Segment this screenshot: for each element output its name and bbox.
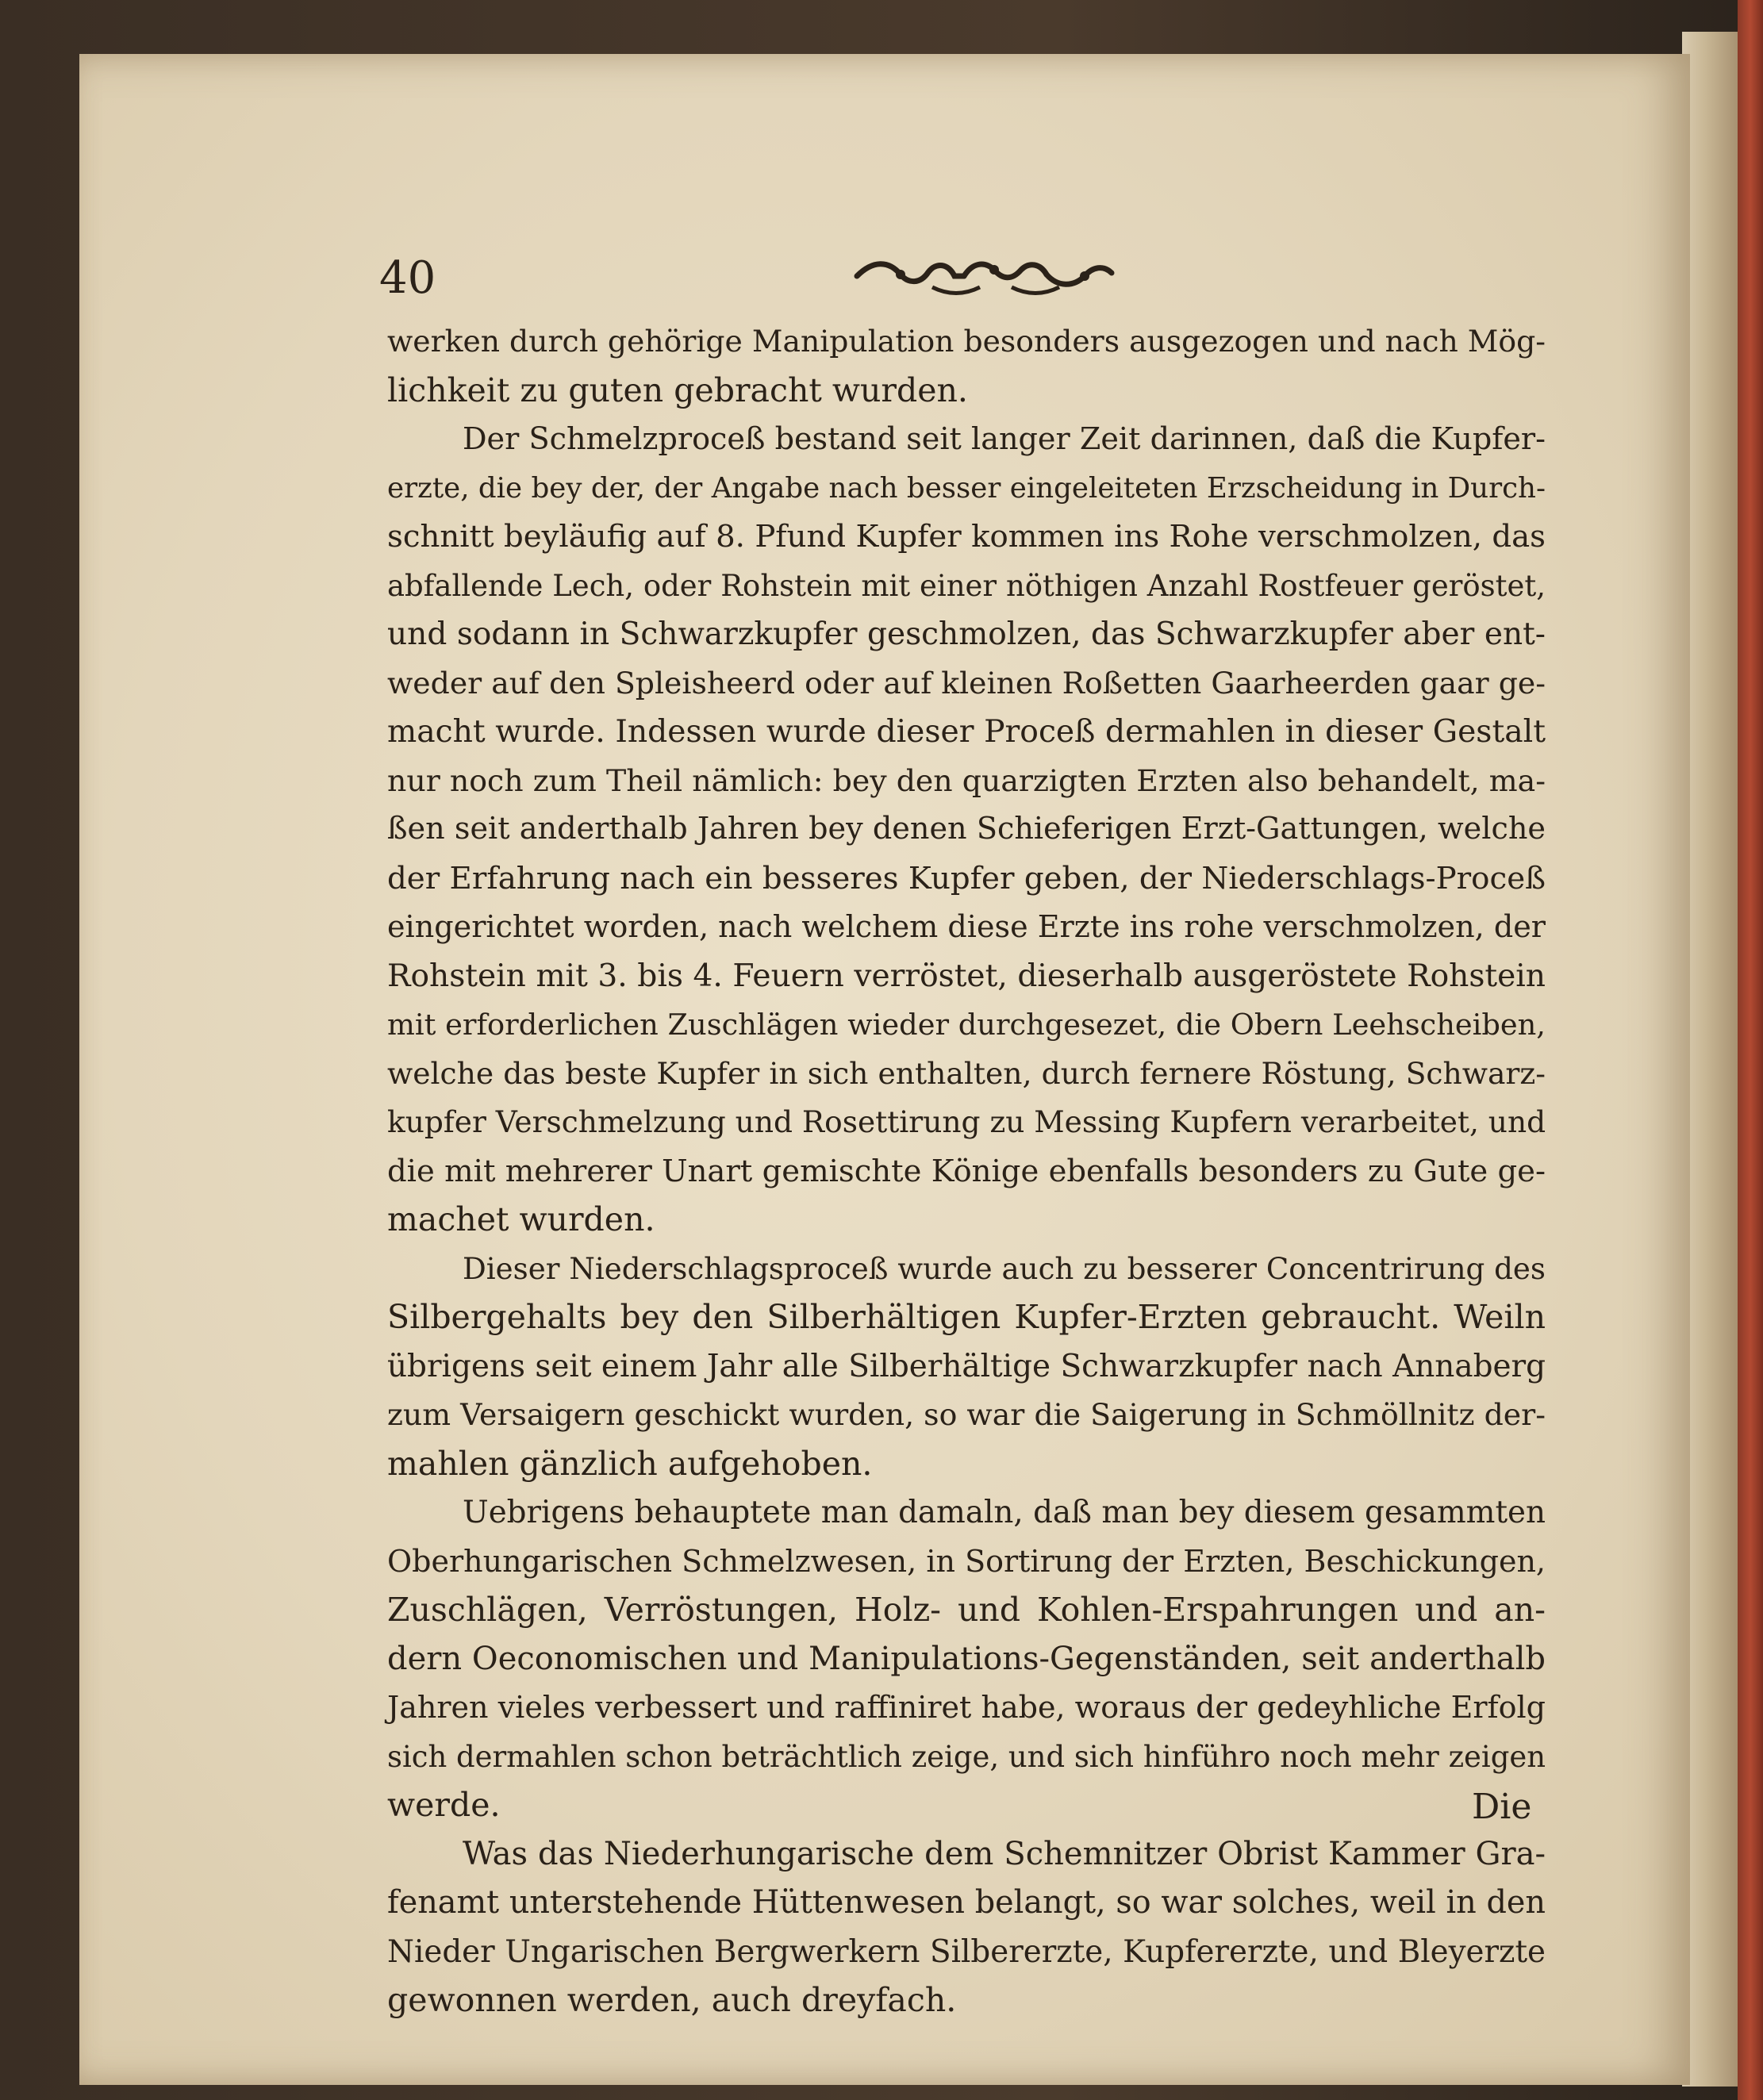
adjacent-page-edge	[1682, 32, 1738, 2087]
binding-strip	[1738, 0, 1763, 2100]
catchword: Die	[1472, 1787, 1532, 1827]
text-line: mit erforderlichen Zuschlägen wieder durchgesezet, die Obern Leehscheiben,	[387, 1008, 1546, 1042]
text-line: Zuschlägen, Verröstungen, Holz- und Kohlen-Erspahrungen und an-	[387, 1591, 1546, 1629]
paragraph-4	[387, 1488, 1546, 1830]
text-line: ßen seit anderthalb Jahren bey denen Schieferigen Erzt-Gattungen, welche	[387, 812, 1546, 847]
paragraph-2	[387, 415, 1546, 1245]
text-line: machet wurden.	[387, 1200, 655, 1238]
head-ornament-icon	[853, 252, 1115, 300]
paragraph-1	[387, 317, 1546, 415]
text-line: Rohstein mit 3. bis 4. Feuern verröstet, dieserhalb ausgeröstete Rohstein	[387, 958, 1546, 994]
text-line: Nieder Ungarischen Bergwerkern Silbererzte, Kupfererzte, und Bleyerzte	[387, 1933, 1546, 1970]
text-line: zum Versaigern geschickt wurden, so war die Saigerung in Schmöllnitz der-	[387, 1397, 1546, 1432]
text-line: Silbergehalts bey den Silberhältigen Kupfer-Erzten gebraucht. Weiln	[387, 1298, 1546, 1336]
text-line: lichkeit zu guten gebracht wurden.	[387, 370, 968, 409]
text-line: fenamt unterstehende Hüttenwesen belangt, so war solches, weil in den	[387, 1884, 1546, 1921]
text-line: Dieser Niederschlagsproceß wurde auch zu besserer Concentrirung des	[463, 1251, 1546, 1286]
text-line: eingerichtet worden, nach welchem diese Erzte ins rohe verschmolzen, der	[387, 909, 1546, 944]
text-line: mahlen gänzlich aufgehoben.	[387, 1444, 873, 1483]
text-line: werde.	[387, 1786, 501, 1824]
text-line: nur noch zum Theil nämlich: bey den quarzigten Erzten also behandelt, ma-	[387, 762, 1546, 798]
text-line: dern Oeconomischen und Manipulations-Gegenständen, seit anderthalb	[387, 1640, 1546, 1677]
text-line: erzte, die bey der, der Angabe nach besser eingeleiteten Erzscheidung in Durch-	[387, 471, 1546, 505]
paragraph-5	[387, 1830, 1546, 2025]
text-line: weder auf den Spleisheerd oder auf kleinen Roßetten Gaarheerden gaar ge-	[387, 665, 1546, 701]
text-line: die mit mehrerer Unart gemischte Könige ebenfalls besonders zu Gute ge-	[387, 1153, 1546, 1189]
text-line: schnitt beyläufig auf 8. Pfund Kupfer kommen ins Rohe verschmolzen, das	[387, 519, 1546, 555]
text-line: Oberhungarischen Schmelzwesen, in Sortirung der Erzten, Beschickungen,	[387, 1543, 1546, 1579]
text-line: Uebrigens behauptete man damaln, daß man bey diesem gesammten	[463, 1495, 1546, 1530]
text-line: der Erfahrung nach ein besseres Kupfer geben, der Niederschlags-Proceß	[387, 860, 1546, 896]
text-line: Was das Niederhungarische dem Schemnitzer Obrist Kammer Gra-	[463, 1835, 1546, 1872]
text-line: macht wurde. Indessen wurde dieser Proceß dermahlen in dieser Gestalt	[387, 714, 1546, 750]
text-line: welche das beste Kupfer in sich enthalten, durch fernere Röstung, Schwarz-	[387, 1055, 1546, 1091]
paragraph-3	[387, 1245, 1546, 1489]
text-line: übrigens seit einem Jahr alle Silberhältige Schwarzkupfer nach Annaberg	[387, 1348, 1546, 1384]
text-line: abfallende Lech, oder Rohstein mit einer nöthigen Anzahl Rostfeuer geröstet,	[387, 568, 1546, 603]
body-text	[387, 317, 1546, 2025]
text-line: gewonnen werden, auch dreyfach.	[387, 1981, 957, 2019]
page-number: 40	[379, 252, 436, 304]
text-line: kupfer Verschmelzung und Rosettirung zu Messing Kupfern verarbeitet, und	[387, 1104, 1546, 1139]
text-line: Jahren vieles verbessert und raffiniret habe, woraus der gedeyhliche Erfolg	[387, 1690, 1546, 1725]
text-line: sich dermahlen schon beträchtlich zeige, und sich hinführo noch mehr zeigen	[387, 1739, 1546, 1774]
text-line: Der Schmelzproceß bestand seit langer Zeit darinnen, daß die Kupfer-	[463, 421, 1546, 456]
text-line: werken durch gehörige Manipulation besonders ausgezogen und nach Mög-	[387, 324, 1546, 359]
text-line: und sodann in Schwarzkupfer geschmolzen, das Schwarzkupfer aber ent-	[387, 616, 1546, 652]
